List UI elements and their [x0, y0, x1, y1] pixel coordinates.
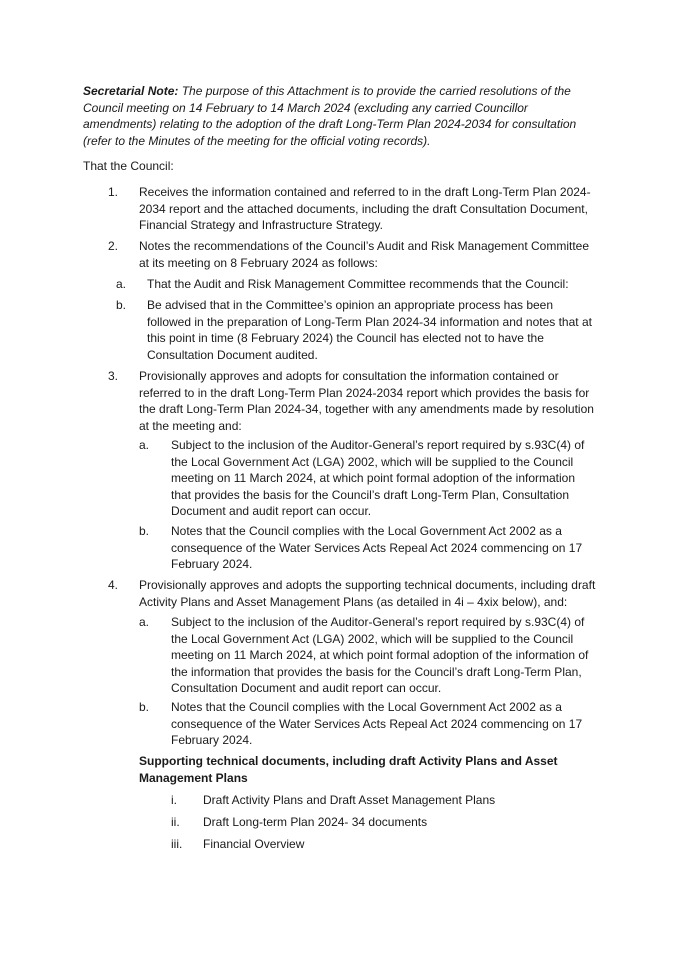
list-item-text: Draft Long-term Plan 2024- 34 documents — [203, 815, 428, 829]
list-item-text: Notes that the Council complies with the Local Government Act 2002 as a consequence of the Water Services Acts Repeal Act 2024 commencing on 17 February 2024. — [171, 524, 583, 571]
list-item-number: a. — [139, 438, 150, 452]
list-item-number: b. — [139, 524, 150, 538]
list-item-text: Financial Overview — [203, 837, 305, 851]
list-item-text: Notes the recommendations of the Council’s Audit and Risk Management Committee at its meeting on 8 February 2024 as follows: — [139, 239, 590, 270]
list-item-number: 2. — [108, 239, 119, 253]
supporting-documents-heading: Supporting technical documents, including draft Activity Plans and Asset Management Plans — [139, 754, 558, 785]
list-item-number: a. — [139, 615, 150, 629]
secretarial-note-text: The purpose of this Attachment is to provide the carried resolutions of the Council meeting on 14 February to 14 March 2024 (excluding any carried Councillor amendments) relating to the adoption of the draft Long-Term Plan 2024-2034 for consultation (refer to the Minutes of the meeting for the official voting records). — [83, 84, 577, 148]
list-item-text: Notes that the Council complies with the Local Government Act 2002 as a consequence of the Water Services Acts Repeal Act 2024 commencing on 17 February 2024. — [171, 700, 583, 747]
list-item-number: ii. — [171, 815, 180, 829]
list-item-text: Provisionally approves and adopts the supporting technical documents, including draft Activity Plans and Asset Management Plans (as detailed in 4i – 4xix below), and: — [139, 578, 596, 609]
list-item-text: That the Audit and Risk Management Committee recommends that the Council: — [147, 277, 569, 291]
list-item-number: 1. — [108, 185, 119, 199]
list-item-text: Be advised that in the Committee’s opinion an appropriate process has been followed in the preparation of Long-Term Plan 2024-34 information and notes that at this point in time (8 February 2024) the Council has elected not to have the Consultation Document audited. — [147, 298, 592, 362]
list-item-number: a. — [116, 277, 127, 291]
secretarial-note — [83, 83, 603, 149]
list-item-number: 3. — [108, 369, 119, 383]
list-item-number: iii. — [171, 837, 183, 851]
list-item-text: Receives the information contained and referred to in the draft Long-Term Plan 2024-2034 report and the attached documents, including the draft Consultation Document, Financial Strategy and Infrastructure Strategy. — [139, 185, 591, 232]
list-item-number: i. — [171, 793, 177, 807]
list-item-number: 4. — [108, 578, 119, 592]
secretarial-note-label: Secretarial Note: — [83, 84, 179, 98]
list-item-text: Subject to the inclusion of the Auditor-General’s report required by s.93C(4) of the Local Government Act (LGA) 2002, which will be supplied to the Council meeting on 11 March 2024, at which point formal adoption of the information that provides the basis for the Council’s draft Long-Term Plan, Consultation Document and audit report can occur. — [171, 438, 585, 518]
list-item-text: Draft Activity Plans and Draft Asset Management Plans — [203, 793, 496, 807]
list-item-text: Subject to the inclusion of the Auditor-General’s report required by s.93C(4) of the Local Government Act (LGA) 2002, which will be supplied to the Council meeting on 11 March 2024, at which point formal adoption of the information of the information that provides the basis for the Council’s draft Long-Term Plan, Consultation Document and audit report can occur. — [171, 615, 589, 695]
list-item-number: b. — [139, 700, 150, 714]
intro-text: That the Council: — [83, 159, 174, 173]
list-item-number: b. — [116, 298, 127, 312]
list-item-text: Provisionally approves and adopts for consultation the information contained or referred to in the draft Long-Term Plan 2024-2034 report which provides the basis for the draft Long-Term Plan 2024-34, together with any amendments made by resolution at the meeting and: — [139, 369, 594, 433]
